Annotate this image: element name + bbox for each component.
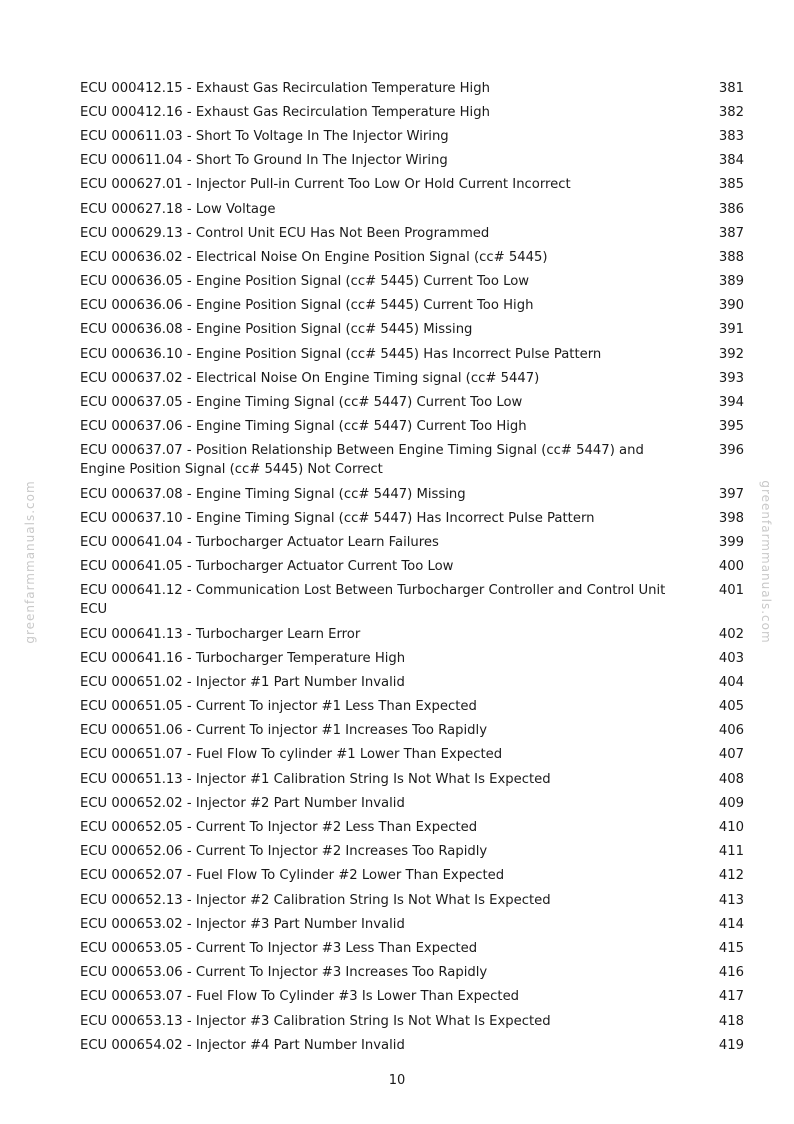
toc-entry[interactable]: [80, 221, 744, 245]
toc-entry[interactable]: [80, 482, 744, 506]
toc-entry-page: 412: [718, 868, 744, 884]
toc-entry[interactable]: [80, 149, 744, 173]
toc-entry[interactable]: [80, 840, 744, 864]
toc-entry-title: ECU 000652.05 - Current To Injector #2 Less Than Expected: [80, 820, 478, 836]
toc-entry[interactable]: [80, 173, 744, 197]
toc-entry[interactable]: [80, 366, 744, 390]
toc-entry-page: 408: [718, 771, 744, 787]
toc-entry-title: ECU 000651.06 - Current To injector #1 Increases Too Rapidly: [80, 723, 488, 739]
toc-entry-page: 401: [718, 583, 744, 599]
toc-entry-title: ECU 000412.16 - Exhaust Gas Recirculation Temperature High: [80, 104, 490, 120]
toc-entry-page: 400: [718, 559, 744, 575]
toc-entry-title: ECU 000653.02 - Injector #3 Part Number Invalid: [80, 916, 405, 932]
toc-entry-page: 407: [718, 747, 744, 763]
toc-entry[interactable]: [80, 767, 744, 791]
toc-entry[interactable]: [80, 439, 744, 482]
toc-entry-title: ECU 000636.08 - Engine Position Signal (cc# 5445) Missing: [80, 322, 473, 338]
page-number: 10: [388, 1073, 406, 1088]
toc-entry[interactable]: [80, 294, 744, 318]
toc-entry-page: 391: [718, 322, 744, 338]
watermark-left: greenfarmmanuals.com: [23, 480, 37, 644]
toc-entry-page: 418: [718, 1013, 744, 1029]
toc-entry-title: ECU 000627.18 - Low Voltage: [80, 201, 276, 217]
toc-entry-page: 399: [718, 534, 744, 550]
toc-entry-title: ECU 000654.02 - Injector #4 Part Number Invalid: [80, 1037, 405, 1053]
toc-entry-title: ECU 000637.07 - Position Relationship Between Engine Timing Signal (cc# 5447) and Engine Position Signal (cc# 5445) Not Correct: [80, 443, 644, 478]
table-of-contents: [80, 76, 744, 1057]
toc-entry-title: ECU 000636.02 - Electrical Noise On Engine Position Signal (cc# 5445): [80, 249, 548, 265]
toc-entry-page: 409: [718, 795, 744, 811]
toc-entry[interactable]: [80, 815, 744, 839]
toc-entry-title: ECU 000412.15 - Exhaust Gas Recirculation Temperature High: [80, 80, 490, 96]
toc-entry-page: 383: [718, 128, 744, 144]
toc-entry-title: ECU 000651.07 - Fuel Flow To cylinder #1 Lower Than Expected: [80, 747, 503, 763]
toc-entry[interactable]: [80, 912, 744, 936]
toc-entry-page: 398: [718, 510, 744, 526]
toc-entry-title: ECU 000611.03 - Short To Voltage In The Injector Wiring: [80, 128, 449, 144]
toc-entry-page: 392: [718, 346, 744, 362]
toc-entry-title: ECU 000651.13 - Injector #1 Calibration String Is Not What Is Expected: [80, 771, 551, 787]
toc-entry-page: 419: [718, 1037, 744, 1053]
toc-entry[interactable]: [80, 390, 744, 414]
toc-entry-title: ECU 000652.02 - Injector #2 Part Number Invalid: [80, 795, 405, 811]
toc-entry-page: 415: [718, 940, 744, 956]
toc-entry[interactable]: [80, 415, 744, 439]
toc-entry-page: 395: [718, 419, 744, 435]
toc-entry-page: 397: [718, 486, 744, 502]
toc-entry[interactable]: [80, 76, 744, 100]
toc-entry-title: ECU 000637.05 - Engine Timing Signal (cc# 5447) Current Too Low: [80, 395, 523, 411]
toc-entry[interactable]: [80, 270, 744, 294]
toc-entry-page: 381: [718, 80, 744, 96]
toc-entry[interactable]: [80, 695, 744, 719]
toc-entry[interactable]: [80, 124, 744, 148]
toc-entry-title: ECU 000653.06 - Current To Injector #3 Increases Too Rapidly: [80, 965, 488, 981]
toc-entry[interactable]: [80, 530, 744, 554]
watermark-right: greenfarmmanuals.com: [759, 480, 773, 644]
toc-entry-page: 396: [718, 443, 744, 459]
toc-entry[interactable]: [80, 555, 744, 579]
toc-entry-page: 390: [718, 298, 744, 314]
toc-entry-page: 414: [718, 916, 744, 932]
toc-entry-title: ECU 000641.16 - Turbocharger Temperature High: [80, 650, 406, 666]
toc-entry[interactable]: [80, 1009, 744, 1033]
toc-entry[interactable]: [80, 719, 744, 743]
toc-entry-title: ECU 000627.01 - Injector Pull-in Current Too Low Or Hold Current Incorrect: [80, 177, 571, 193]
toc-entry-page: 413: [718, 892, 744, 908]
toc-entry[interactable]: [80, 579, 744, 622]
toc-entry-title: ECU 000651.02 - Injector #1 Part Number Invalid: [80, 674, 405, 690]
toc-entry-title: ECU 000637.02 - Electrical Noise On Engine Timing signal (cc# 5447): [80, 370, 540, 386]
toc-entry-title: ECU 000637.06 - Engine Timing Signal (cc# 5447) Current Too High: [80, 419, 527, 435]
toc-entry[interactable]: [80, 985, 744, 1009]
toc-entry[interactable]: [80, 646, 744, 670]
toc-entry-page: 405: [718, 699, 744, 715]
toc-entry[interactable]: [80, 864, 744, 888]
toc-entry-title: ECU 000653.07 - Fuel Flow To Cylinder #3 Is Lower Than Expected: [80, 989, 520, 1005]
toc-entry-title: ECU 000641.05 - Turbocharger Actuator Current Too Low: [80, 559, 454, 575]
toc-entry[interactable]: [80, 888, 744, 912]
toc-entry-page: 394: [718, 395, 744, 411]
toc-entry-title: ECU 000653.05 - Current To Injector #3 Less Than Expected: [80, 940, 478, 956]
toc-entry-title: ECU 000641.04 - Turbocharger Actuator Learn Failures: [80, 534, 439, 550]
toc-entry-title: ECU 000651.05 - Current To injector #1 Less Than Expected: [80, 699, 477, 715]
toc-entry[interactable]: [80, 245, 744, 269]
toc-entry[interactable]: [80, 936, 744, 960]
toc-entry[interactable]: [80, 791, 744, 815]
toc-entry-title: ECU 000653.13 - Injector #3 Calibration String Is Not What Is Expected: [80, 1013, 551, 1029]
toc-entry[interactable]: [80, 670, 744, 694]
toc-entry[interactable]: [80, 622, 744, 646]
toc-entry[interactable]: [80, 318, 744, 342]
toc-entry-title: ECU 000652.07 - Fuel Flow To Cylinder #2 Lower Than Expected: [80, 868, 505, 884]
toc-entry-page: 410: [718, 820, 744, 836]
toc-entry[interactable]: [80, 743, 744, 767]
toc-entry-page: 417: [718, 989, 744, 1005]
toc-entry[interactable]: [80, 961, 744, 985]
toc-entry-page: 402: [718, 626, 744, 642]
toc-entry-title: ECU 000636.05 - Engine Position Signal (cc# 5445) Current Too Low: [80, 274, 530, 290]
toc-entry-title: ECU 000629.13 - Control Unit ECU Has Not Been Programmed: [80, 225, 490, 241]
toc-entry-page: 386: [718, 201, 744, 217]
toc-entry-page: 384: [718, 153, 744, 169]
toc-entry[interactable]: [80, 342, 744, 366]
toc-entry-title: ECU 000652.06 - Current To Injector #2 Increases Too Rapidly: [80, 844, 488, 860]
toc-entry-page: 406: [718, 723, 744, 739]
toc-entry-page: 387: [718, 225, 744, 241]
toc-entry-title: ECU 000641.12 - Communication Lost Between Turbocharger Controller and Control Unit ECU: [80, 583, 666, 618]
toc-entry-page: 382: [718, 104, 744, 120]
toc-entry-title: ECU 000611.04 - Short To Ground In The Injector Wiring: [80, 153, 448, 169]
toc-entry-title: ECU 000637.08 - Engine Timing Signal (cc# 5447) Missing: [80, 486, 466, 502]
toc-entry-page: 404: [718, 674, 744, 690]
toc-entry[interactable]: [80, 1033, 744, 1057]
toc-entry-title: ECU 000641.13 - Turbocharger Learn Error: [80, 626, 361, 642]
toc-entry[interactable]: [80, 100, 744, 124]
toc-entry-page: 388: [718, 249, 744, 265]
toc-entry-title: ECU 000637.10 - Engine Timing Signal (cc# 5447) Has Incorrect Pulse Pattern: [80, 510, 595, 526]
toc-entry-title: ECU 000636.10 - Engine Position Signal (cc# 5445) Has Incorrect Pulse Pattern: [80, 346, 602, 362]
toc-entry-page: 411: [718, 844, 744, 860]
toc-entry-page: 416: [718, 965, 744, 981]
toc-entry[interactable]: [80, 506, 744, 530]
toc-entry-title: ECU 000652.13 - Injector #2 Calibration String Is Not What Is Expected: [80, 892, 551, 908]
toc-entry-page: 393: [718, 370, 744, 386]
toc-entry-page: 403: [718, 650, 744, 666]
toc-entry-page: 389: [718, 274, 744, 290]
toc-entry-page: 385: [718, 177, 744, 193]
toc-entry[interactable]: [80, 197, 744, 221]
toc-entry-title: ECU 000636.06 - Engine Position Signal (cc# 5445) Current Too High: [80, 298, 534, 314]
